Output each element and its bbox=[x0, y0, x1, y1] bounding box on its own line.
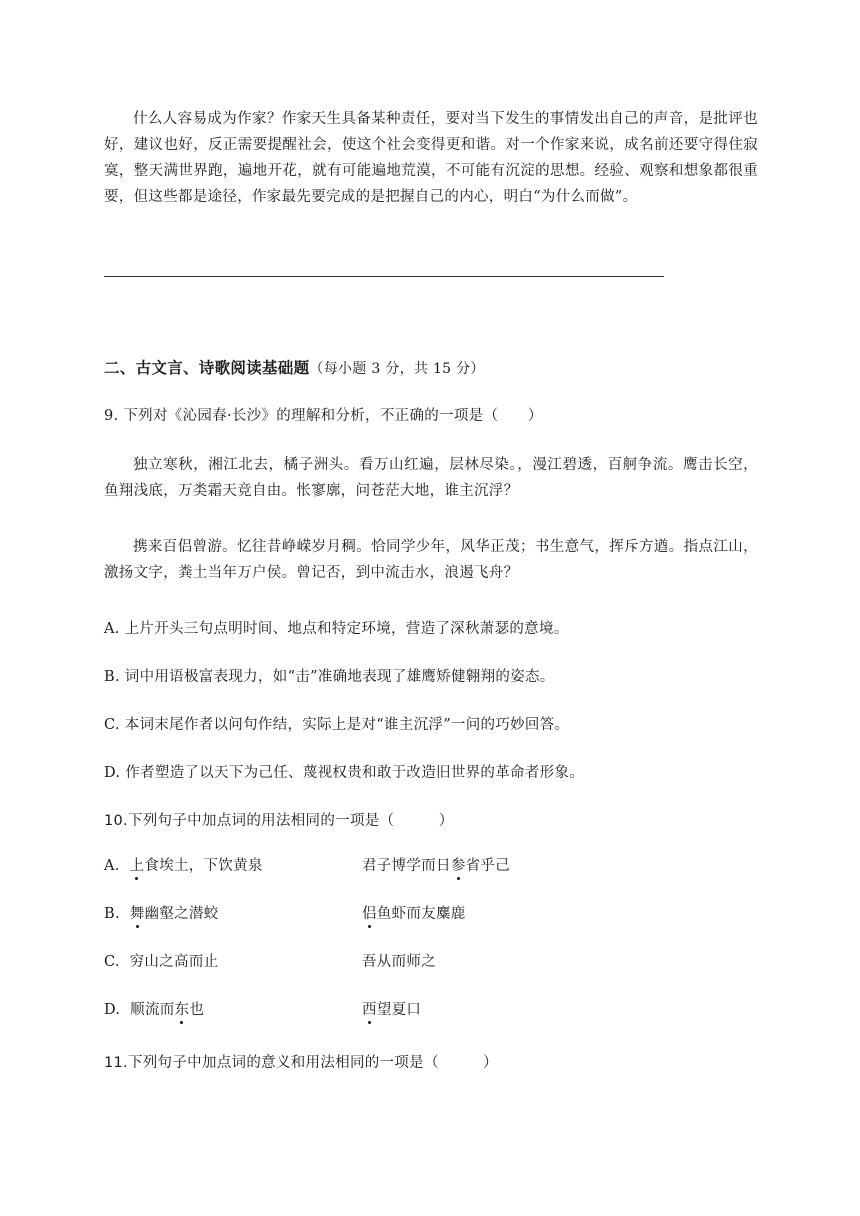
section-heading bbox=[104, 356, 485, 378]
poem-stanza-1: 独立寒秋，湘江北去，橘子洲头。看万山红遍，层林尽染。，漫江碧透，百舸争流。鹰击长空，鱼翔浅底，万类霜天竞自由。怅寥廓，问苍茫大地，谁主沉浮？ bbox=[104, 457, 758, 499]
text-segment: 望夏口 bbox=[376, 1002, 422, 1018]
q10-option-b-right bbox=[362, 902, 466, 923]
text-segment: 吾从而师之 bbox=[362, 954, 436, 970]
q9-option-b: B. 词中用语极富表现力，如“击”准确地表现了雄鹰矫健翱翔的姿态。 bbox=[104, 669, 555, 685]
q10-option-c-left bbox=[104, 950, 218, 971]
dotted-word: 上 bbox=[129, 858, 145, 874]
text-segment: 穷山之高而止 bbox=[129, 954, 219, 970]
text-segment: 幽壑之潜蛟 bbox=[144, 906, 219, 922]
q10-option-d-right bbox=[362, 998, 421, 1019]
poem-stanza-2: 携来百侣曾游。忆往昔峥嵘岁月稠。恰同学少年，风华正茂；书生意气，挥斥方遒。指点江山，激扬文字，粪土当年万户侯。曾记否，到中流击水，浪遏飞舟？ bbox=[104, 539, 758, 581]
q9-option-a: A. 上片开头三句点明时间、地点和特定环境，营造了深秋萧瑟的意境。 bbox=[104, 621, 569, 637]
section-score-note: （每小题 3 分，共 15 分） bbox=[309, 361, 485, 377]
q9-option-d: D. 作者塑造了以天下为己任、蔑视权贵和敢于改造旧世界的革命者形象。 bbox=[104, 765, 585, 781]
text-segment: 鱼虾而友麋鹿 bbox=[376, 906, 466, 922]
answer-line bbox=[104, 276, 664, 277]
question-11-stem: 11.下列句子中加点词的意义和用法相同的一项是（ ） bbox=[104, 1055, 498, 1071]
dotted-word: 西 bbox=[362, 1002, 377, 1018]
option-label: C. bbox=[104, 954, 120, 970]
q9-option-c: C. 本词末尾作者以问句作结，实际上是对“谁主沉浮”一问的巧妙回答。 bbox=[104, 717, 570, 733]
text-segment: 顺流而 bbox=[130, 1002, 175, 1018]
q10-option-a-right bbox=[362, 854, 510, 875]
q10-option-c-right bbox=[362, 950, 436, 971]
text-segment: 省乎己 bbox=[465, 858, 511, 874]
dotted-word: 东 bbox=[174, 1002, 190, 1018]
text-segment: 食埃土，下饮黄泉 bbox=[144, 858, 263, 874]
question-10-stem: 10.下列句子中加点词的用法相同的一项是（ ） bbox=[104, 813, 454, 829]
q10-option-a-left bbox=[104, 854, 263, 875]
option-label: B. bbox=[104, 906, 120, 922]
q10-option-b-left bbox=[104, 902, 219, 923]
dotted-word: 参 bbox=[450, 858, 466, 874]
q10-option-d-left bbox=[104, 998, 204, 1019]
option-label: D. bbox=[104, 1002, 121, 1018]
option-label: A. bbox=[104, 858, 120, 874]
question-9-stem: 9. 下列对《沁园春·长沙》的理解和分析，不正确的一项是（ ） bbox=[104, 408, 543, 424]
essay-paragraph: 什么人容易成为作家？作家天生具备某种责任，要对当下发生的事情发出自己的声音，是批评也好，建议也好，反正需要提醒社会，使这个社会变得更和谐。对一个作家来说，成名前还要守得住寂寞，整天满世界跑，遍地开花，就有可能遍地荒漠，不可能有沉淀的思想。经验、观察和想象都很重要，但这些都是途径，作家最先要完成的是把握自己的内心，明白“为什么而做”。 bbox=[104, 111, 758, 205]
text-segment: 也 bbox=[189, 1002, 205, 1018]
dotted-word: 舞 bbox=[129, 906, 145, 922]
text-segment: 君子博学而日 bbox=[362, 858, 451, 874]
section-title: 二、古文言、诗歌阅读基础题 bbox=[104, 359, 310, 377]
dotted-word: 侣 bbox=[362, 906, 377, 922]
